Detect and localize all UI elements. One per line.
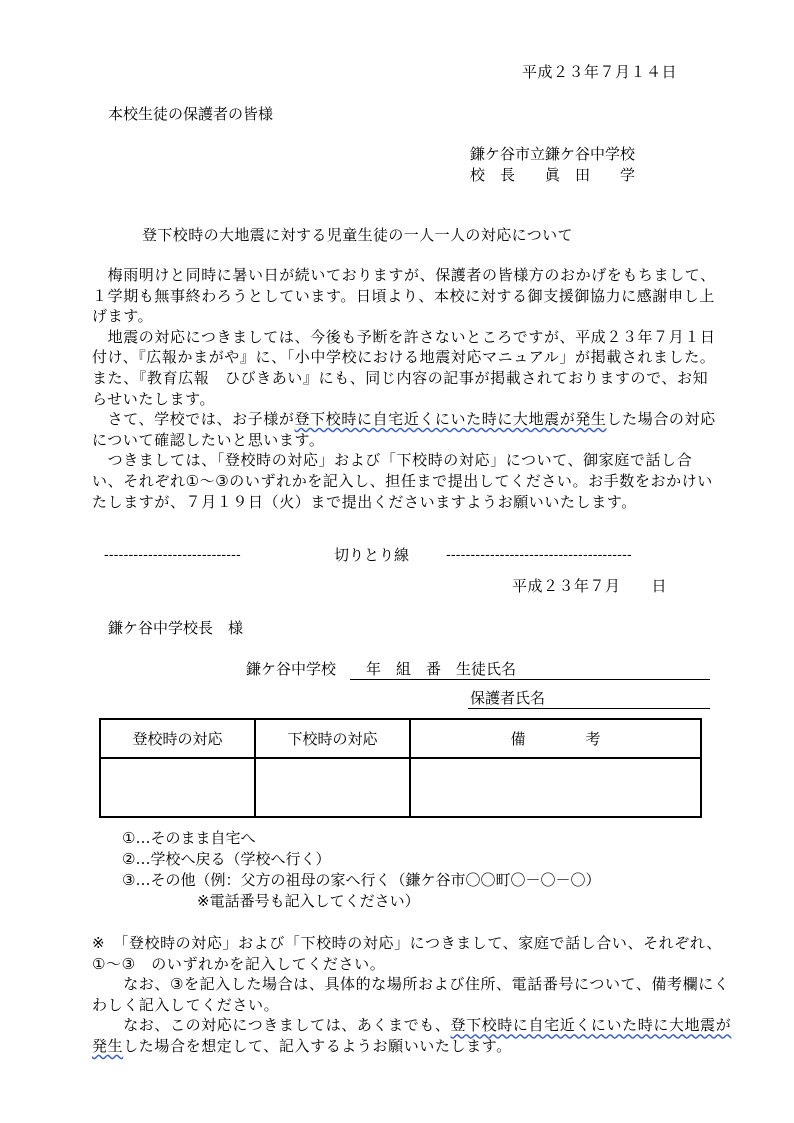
- cut-line-right: --------------------------------------: [446, 548, 632, 563]
- note: ※ 「登校時の対応」および「下校時の対応」につきまして、家庭で話し合い、それぞれ、①～③ のいずれかを記入してください。: [92, 934, 722, 973]
- notes-section: [92, 933, 732, 1057]
- paragraph: [92, 409, 720, 450]
- departure-response-cell[interactable]: [255, 758, 410, 817]
- guardian-name-line[interactable]: 保護者氏名: [470, 689, 546, 707]
- principal-name: 校 長 眞 田 学: [470, 166, 636, 184]
- response-table: [99, 718, 702, 818]
- letter-body: [92, 265, 720, 512]
- letter-date: 平成２３年７月１４日: [522, 63, 678, 81]
- column-header-remarks: 備 考: [410, 719, 701, 758]
- cut-line-label: 切りとり線: [334, 546, 410, 564]
- emphasized-text: 登下校時に自宅近くにいた時に大地震が発生: [92, 1016, 732, 1055]
- cut-line-left: ----------------------------: [104, 548, 241, 563]
- option-3: ③…その他（例：父方の祖母の家へ行く（鎌ケ谷市〇〇町〇－〇－〇）: [122, 871, 601, 889]
- note: [92, 1015, 732, 1056]
- table-header-row: [100, 719, 701, 758]
- text: した場合の対応について確認したいと思います。: [92, 410, 716, 449]
- student-name-underline: [350, 679, 710, 680]
- note: なお、③を記入した場合は、具体的な場所および住所、電話番号について、備考欄にくわしく記入してください。: [92, 975, 730, 1014]
- option-2: ②…学校へ戻る（学校へ行く）: [122, 850, 331, 868]
- remarks-cell[interactable]: [410, 758, 701, 817]
- column-header-departure: 下校時の対応: [255, 719, 410, 758]
- addressee: 本校生徒の保護者の皆様: [108, 105, 274, 123]
- column-header-arrival: 登校時の対応: [100, 719, 255, 758]
- option-3-note: ※電話番号も記入してください）: [122, 892, 420, 910]
- emphasized-text: 登下校時に自宅近くにいた時に大地震が発生: [294, 410, 607, 429]
- option-1: ①…そのまま自宅へ: [122, 829, 256, 847]
- guardian-name-underline: [468, 708, 710, 709]
- paragraph: つきましては、「登校時の対応」および「下校時の対応」について、御家庭で話し合い、それぞれ①～③のいずれかを記入し、担任まで提出してください。お手数をおかけいたしますが、７月１９日（火）まで提出くださいますようお願いいたします。: [92, 451, 713, 511]
- text: さて、学校では、お子様が: [92, 410, 295, 429]
- text: なお、この対応につきましては、あくまでも、: [92, 1016, 451, 1035]
- table-row: [100, 758, 701, 817]
- arrival-response-cell[interactable]: [100, 758, 255, 817]
- text: した場合を想定して、記入するようお願いいたします。: [123, 1036, 512, 1055]
- page-title: 登下校時の大地震に対する児童生徒の一人一人の対応について: [142, 226, 573, 244]
- paragraph: 地震の対応につきましては、今後も予断を許さないところですが、平成２３年７月１日付け、『広報かまがや』に、「小中学校における地震対応マニュアル」が掲載されました。また、『教育広報 ひびきあい』にも、同じ内容の記事が掲載されておりますので、お知らせいたします。: [92, 327, 716, 408]
- school-name: 鎌ケ谷市立鎌ケ谷中学校: [470, 145, 636, 163]
- form-addressee: 鎌ケ谷中学校長 様: [108, 619, 244, 637]
- student-name-line[interactable]: 鎌ケ谷中学校 年 組 番 生徒氏名: [246, 660, 517, 678]
- paragraph: 梅雨明けと同時に暑い日が続いておりますが、保護者の皆様方のおかげをもちまして、１学期も無事終わろうとしています。日頃より、本校に対する御支援御協力に感謝申し上げます。: [92, 266, 716, 326]
- form-date: 平成２３年７月 日: [512, 577, 668, 595]
